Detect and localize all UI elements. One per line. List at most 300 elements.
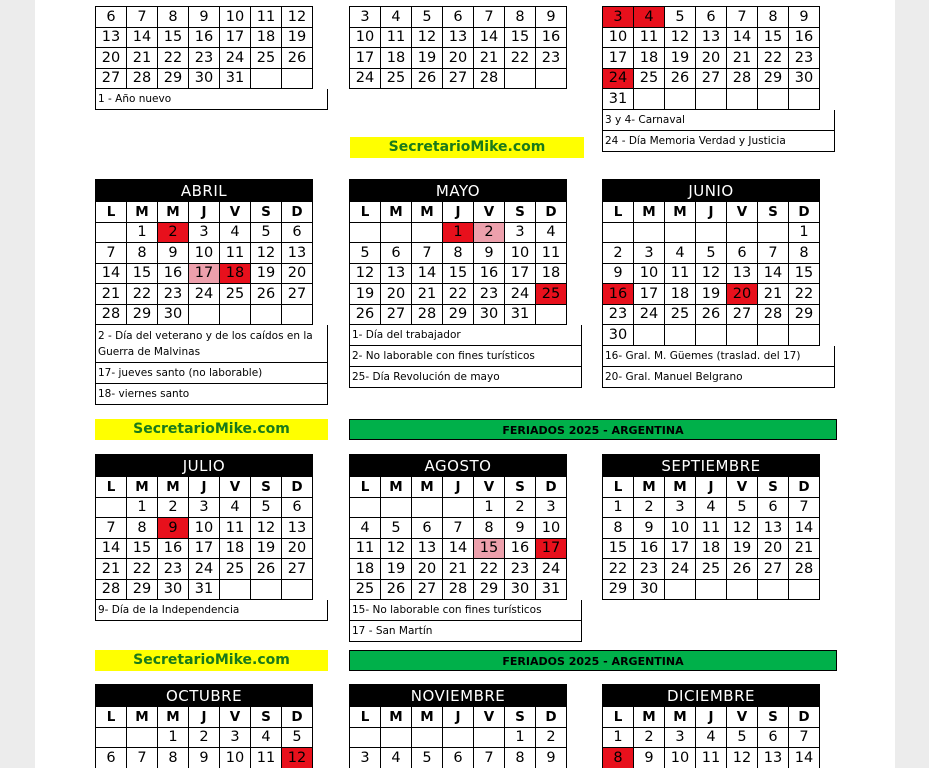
month-title: JULIO [96, 455, 313, 477]
holiday-notes [349, 600, 582, 642]
day-cell: 12 [696, 263, 727, 284]
weekday-header: S [505, 707, 536, 728]
day-cell: 30 [189, 68, 220, 89]
empty-cell [603, 222, 634, 243]
day-cell: 25 [536, 284, 567, 305]
day-cell: 25 [350, 579, 381, 600]
day-cell: 15 [158, 27, 189, 48]
week-row [603, 559, 820, 580]
day-cell: 14 [127, 27, 158, 48]
day-cell: 3 [189, 222, 220, 243]
day-cell: 28 [127, 68, 158, 89]
empty-cell [412, 497, 443, 518]
day-cell: 26 [727, 559, 758, 580]
weekday-header: M [381, 477, 412, 498]
week-row [350, 48, 567, 69]
day-cell: 29 [443, 304, 474, 325]
holiday-note: 15- No laborable con fines turísticos [349, 600, 582, 621]
month-title: ABRIL [96, 180, 313, 202]
month-jan [95, 6, 328, 110]
day-cell: 21 [127, 48, 158, 69]
day-cell: 8 [158, 748, 189, 768]
day-cell: 22 [443, 284, 474, 305]
day-cell: 16 [158, 538, 189, 559]
day-cell: 14 [474, 27, 505, 48]
weekday-header: D [536, 707, 567, 728]
day-cell: 27 [381, 304, 412, 325]
week-row [603, 68, 820, 89]
day-cell: 6 [282, 222, 313, 243]
empty-cell [536, 304, 567, 325]
weekday-header: M [634, 202, 665, 223]
day-cell: 5 [251, 497, 282, 518]
day-cell: 13 [282, 243, 313, 264]
site-banner: SecretarioMike.com [95, 419, 328, 440]
day-cell: 28 [96, 304, 127, 325]
empty-cell [412, 727, 443, 748]
weekday-header: M [127, 707, 158, 728]
day-cell: 9 [189, 7, 220, 28]
day-cell: 16 [536, 27, 567, 48]
day-cell: 25 [665, 304, 696, 325]
day-cell: 28 [474, 68, 505, 89]
day-cell: 7 [727, 7, 758, 28]
day-cell: 16 [505, 538, 536, 559]
day-cell: 27 [758, 559, 789, 580]
empty-cell [758, 222, 789, 243]
day-cell: 10 [189, 243, 220, 264]
day-cell: 10 [220, 7, 251, 28]
day-cell: 11 [381, 27, 412, 48]
week-row [350, 497, 567, 518]
week-row [350, 727, 567, 748]
day-cell: 18 [350, 559, 381, 580]
day-cell: 7 [127, 748, 158, 768]
month-feb [349, 6, 567, 89]
week-row [96, 579, 313, 600]
week-row [96, 27, 313, 48]
day-cell: 12 [412, 27, 443, 48]
empty-cell [727, 579, 758, 600]
empty-cell [474, 727, 505, 748]
weekday-header: S [251, 477, 282, 498]
day-cell: 5 [412, 748, 443, 768]
day-cell: 10 [603, 27, 634, 48]
day-cell: 8 [127, 243, 158, 264]
day-cell: 7 [474, 748, 505, 768]
weekday-header: M [665, 202, 696, 223]
empty-cell [350, 222, 381, 243]
day-cell: 1 [474, 497, 505, 518]
day-cell: 9 [474, 243, 505, 264]
weekday-header: D [789, 707, 820, 728]
month-title: AGOSTO [350, 455, 567, 477]
empty-cell [282, 579, 313, 600]
weekday-header: J [189, 477, 220, 498]
holiday-notes [95, 325, 328, 405]
day-cell: 28 [758, 304, 789, 325]
day-cell: 12 [665, 27, 696, 48]
day-cell: 22 [505, 48, 536, 69]
day-cell: 22 [158, 48, 189, 69]
day-cell: 23 [189, 48, 220, 69]
day-cell: 4 [696, 727, 727, 748]
week-row [350, 68, 567, 89]
day-cell: 8 [603, 748, 634, 768]
day-cell: 12 [727, 518, 758, 539]
week-row [603, 263, 820, 284]
empty-cell [220, 579, 251, 600]
week-row [603, 748, 820, 768]
day-cell: 17 [665, 538, 696, 559]
day-cell: 16 [603, 284, 634, 305]
day-cell: 17 [505, 263, 536, 284]
day-cell: 2 [603, 243, 634, 264]
day-cell: 27 [443, 68, 474, 89]
weekday-header: L [603, 477, 634, 498]
day-cell: 11 [220, 518, 251, 539]
day-cell: 4 [350, 518, 381, 539]
day-cell: 23 [158, 559, 189, 580]
day-cell: 3 [603, 7, 634, 28]
day-cell: 9 [789, 7, 820, 28]
day-cell: 2 [634, 727, 665, 748]
empty-cell [758, 89, 789, 110]
day-cell: 24 [505, 284, 536, 305]
weekday-header: M [158, 477, 189, 498]
day-cell: 15 [758, 27, 789, 48]
day-cell: 9 [536, 748, 567, 768]
weekday-header: J [443, 202, 474, 223]
empty-cell [634, 222, 665, 243]
day-cell: 10 [220, 748, 251, 768]
day-cell: 5 [696, 243, 727, 264]
day-cell: 6 [758, 497, 789, 518]
week-row [96, 497, 313, 518]
day-cell: 9 [603, 263, 634, 284]
day-cell: 5 [251, 222, 282, 243]
day-cell: 16 [474, 263, 505, 284]
week-row [603, 89, 820, 110]
day-cell: 12 [381, 538, 412, 559]
month-title: SEPTIEMBRE [603, 455, 820, 477]
weekday-header: M [665, 477, 696, 498]
day-cell: 23 [634, 559, 665, 580]
empty-cell [665, 325, 696, 346]
day-cell: 28 [443, 579, 474, 600]
weekday-header: M [634, 707, 665, 728]
weekday-header: J [696, 202, 727, 223]
day-cell: 26 [381, 579, 412, 600]
week-row [96, 243, 313, 264]
day-cell: 4 [381, 748, 412, 768]
day-cell: 29 [127, 579, 158, 600]
week-row [96, 222, 313, 243]
day-cell: 11 [220, 243, 251, 264]
day-cell: 7 [474, 7, 505, 28]
day-cell: 9 [158, 518, 189, 539]
week-row [350, 284, 567, 305]
day-cell: 16 [189, 27, 220, 48]
day-cell: 7 [789, 727, 820, 748]
day-cell: 16 [789, 27, 820, 48]
empty-cell [350, 727, 381, 748]
weekday-header: S [505, 477, 536, 498]
month-aug [349, 454, 582, 642]
empty-cell [634, 325, 665, 346]
day-cell: 17 [220, 27, 251, 48]
holiday-note: 1 - Año nuevo [95, 89, 328, 110]
day-cell: 14 [96, 538, 127, 559]
month-title: OCTUBRE [96, 685, 313, 707]
day-cell: 29 [158, 68, 189, 89]
day-cell: 26 [665, 68, 696, 89]
week-row [96, 538, 313, 559]
day-cell: 5 [665, 7, 696, 28]
week-row [96, 748, 313, 768]
weekday-header: L [603, 202, 634, 223]
day-cell: 13 [412, 538, 443, 559]
weekday-header: S [505, 202, 536, 223]
month-table [349, 684, 567, 768]
day-cell: 15 [127, 263, 158, 284]
day-cell: 26 [251, 284, 282, 305]
month-table [602, 454, 820, 600]
day-cell: 24 [189, 559, 220, 580]
month-table [95, 684, 313, 768]
weekday-header: D [282, 202, 313, 223]
weekday-header: L [96, 477, 127, 498]
day-cell: 18 [634, 48, 665, 69]
day-cell: 9 [158, 243, 189, 264]
day-cell: 25 [696, 559, 727, 580]
day-cell: 26 [282, 48, 313, 69]
day-cell: 18 [381, 48, 412, 69]
day-cell: 20 [727, 284, 758, 305]
weekday-header: M [412, 202, 443, 223]
weekday-header: D [789, 477, 820, 498]
weekday-header: M [412, 477, 443, 498]
day-cell: 25 [381, 68, 412, 89]
day-cell: 19 [696, 284, 727, 305]
day-cell: 10 [536, 518, 567, 539]
day-cell: 27 [96, 68, 127, 89]
empty-cell [696, 222, 727, 243]
day-cell: 27 [727, 304, 758, 325]
day-cell: 2 [158, 497, 189, 518]
day-cell: 1 [505, 727, 536, 748]
week-row [603, 48, 820, 69]
empty-cell [251, 304, 282, 325]
day-cell: 21 [474, 48, 505, 69]
day-cell: 17 [603, 48, 634, 69]
holiday-note: 24 - Día Memoria Verdad y Justicia [602, 131, 835, 152]
day-cell: 19 [412, 48, 443, 69]
empty-cell [96, 222, 127, 243]
day-cell: 29 [127, 304, 158, 325]
weekday-header: D [536, 202, 567, 223]
day-cell: 19 [350, 284, 381, 305]
day-cell: 30 [474, 304, 505, 325]
day-cell: 10 [665, 518, 696, 539]
day-cell: 2 [474, 222, 505, 243]
day-cell: 19 [282, 27, 313, 48]
empty-cell [412, 222, 443, 243]
weekday-header: M [127, 202, 158, 223]
empty-cell [758, 579, 789, 600]
day-cell: 3 [665, 727, 696, 748]
day-cell: 9 [634, 518, 665, 539]
day-cell: 3 [350, 7, 381, 28]
week-row [603, 7, 820, 28]
empty-cell [96, 727, 127, 748]
day-cell: 23 [158, 284, 189, 305]
day-cell: 20 [96, 48, 127, 69]
week-row [96, 263, 313, 284]
day-cell: 26 [350, 304, 381, 325]
day-cell: 19 [381, 559, 412, 580]
day-cell: 21 [96, 284, 127, 305]
day-cell: 9 [505, 518, 536, 539]
holiday-note: 17- jueves santo (no laborable) [95, 363, 328, 384]
day-cell: 5 [727, 497, 758, 518]
day-cell: 7 [96, 243, 127, 264]
weekday-header: D [789, 202, 820, 223]
day-cell: 8 [474, 518, 505, 539]
empty-cell [381, 222, 412, 243]
week-row [603, 727, 820, 748]
day-cell: 19 [665, 48, 696, 69]
holiday-note: 20- Gral. Manuel Belgrano [602, 367, 835, 388]
holiday-note: 3 y 4- Carnaval [602, 110, 835, 131]
day-cell: 13 [758, 518, 789, 539]
day-cell: 6 [443, 7, 474, 28]
day-cell: 8 [127, 518, 158, 539]
week-row [350, 243, 567, 264]
day-cell: 29 [789, 304, 820, 325]
day-cell: 20 [412, 559, 443, 580]
day-cell: 15 [474, 538, 505, 559]
empty-cell [443, 497, 474, 518]
day-cell: 17 [536, 538, 567, 559]
month-may [349, 179, 582, 388]
day-cell: 24 [603, 68, 634, 89]
empty-cell [443, 727, 474, 748]
day-cell: 14 [758, 263, 789, 284]
day-cell: 2 [536, 727, 567, 748]
week-row [350, 304, 567, 325]
weekday-header: V [727, 477, 758, 498]
day-cell: 10 [665, 748, 696, 768]
weekday-header: V [220, 477, 251, 498]
day-cell: 26 [251, 559, 282, 580]
weekday-header: M [665, 707, 696, 728]
day-cell: 15 [127, 538, 158, 559]
day-cell: 21 [727, 48, 758, 69]
day-cell: 7 [412, 243, 443, 264]
day-cell: 23 [603, 304, 634, 325]
day-cell: 15 [443, 263, 474, 284]
day-cell: 19 [251, 538, 282, 559]
empty-cell [381, 727, 412, 748]
day-cell: 21 [412, 284, 443, 305]
day-cell: 17 [634, 284, 665, 305]
holiday-notes [95, 600, 328, 621]
week-row [96, 559, 313, 580]
empty-cell [220, 304, 251, 325]
day-cell: 29 [758, 68, 789, 89]
day-cell: 16 [158, 263, 189, 284]
month-table [95, 454, 313, 600]
month-title: JUNIO [603, 180, 820, 202]
day-cell: 24 [536, 559, 567, 580]
month-mar [602, 6, 835, 152]
day-cell: 4 [220, 222, 251, 243]
empty-cell [127, 727, 158, 748]
day-cell: 18 [220, 538, 251, 559]
day-cell: 6 [412, 518, 443, 539]
site-banner: SecretarioMike.com [95, 650, 328, 671]
day-cell: 23 [505, 559, 536, 580]
weekday-header: M [381, 707, 412, 728]
feriados-banner: FERIADOS 2025 - ARGENTINA [349, 419, 837, 440]
day-cell: 7 [789, 497, 820, 518]
empty-cell [665, 222, 696, 243]
day-cell: 4 [536, 222, 567, 243]
day-cell: 25 [251, 48, 282, 69]
empty-cell [696, 325, 727, 346]
empty-cell [381, 497, 412, 518]
month-sep [602, 454, 820, 600]
day-cell: 15 [603, 538, 634, 559]
day-cell: 14 [96, 263, 127, 284]
holiday-note: 16- Gral. M. Güemes (traslad. del 17) [602, 346, 835, 367]
empty-cell [696, 579, 727, 600]
day-cell: 11 [251, 748, 282, 768]
day-cell: 14 [789, 748, 820, 768]
empty-cell [727, 222, 758, 243]
day-cell: 14 [412, 263, 443, 284]
weekday-header: M [381, 202, 412, 223]
day-cell: 11 [634, 27, 665, 48]
weekday-header: M [158, 707, 189, 728]
day-cell: 24 [665, 559, 696, 580]
day-cell: 5 [381, 518, 412, 539]
holiday-notes [602, 346, 835, 388]
day-cell: 22 [127, 284, 158, 305]
day-cell: 20 [443, 48, 474, 69]
week-row [350, 748, 567, 768]
day-cell: 19 [251, 263, 282, 284]
day-cell: 3 [350, 748, 381, 768]
day-cell: 30 [603, 325, 634, 346]
day-cell: 24 [220, 48, 251, 69]
weekday-header: J [443, 477, 474, 498]
day-cell: 11 [665, 263, 696, 284]
holiday-note: 2 - Día del veterano y de los caídos en la Guerra de Malvinas [95, 325, 328, 363]
day-cell: 8 [443, 243, 474, 264]
day-cell: 17 [350, 48, 381, 69]
day-cell: 13 [96, 27, 127, 48]
day-cell: 14 [789, 518, 820, 539]
weekday-header: V [727, 202, 758, 223]
month-table [602, 179, 820, 346]
day-cell: 22 [603, 559, 634, 580]
day-cell: 28 [727, 68, 758, 89]
day-cell: 18 [220, 263, 251, 284]
day-cell: 23 [536, 48, 567, 69]
week-row [96, 284, 313, 305]
